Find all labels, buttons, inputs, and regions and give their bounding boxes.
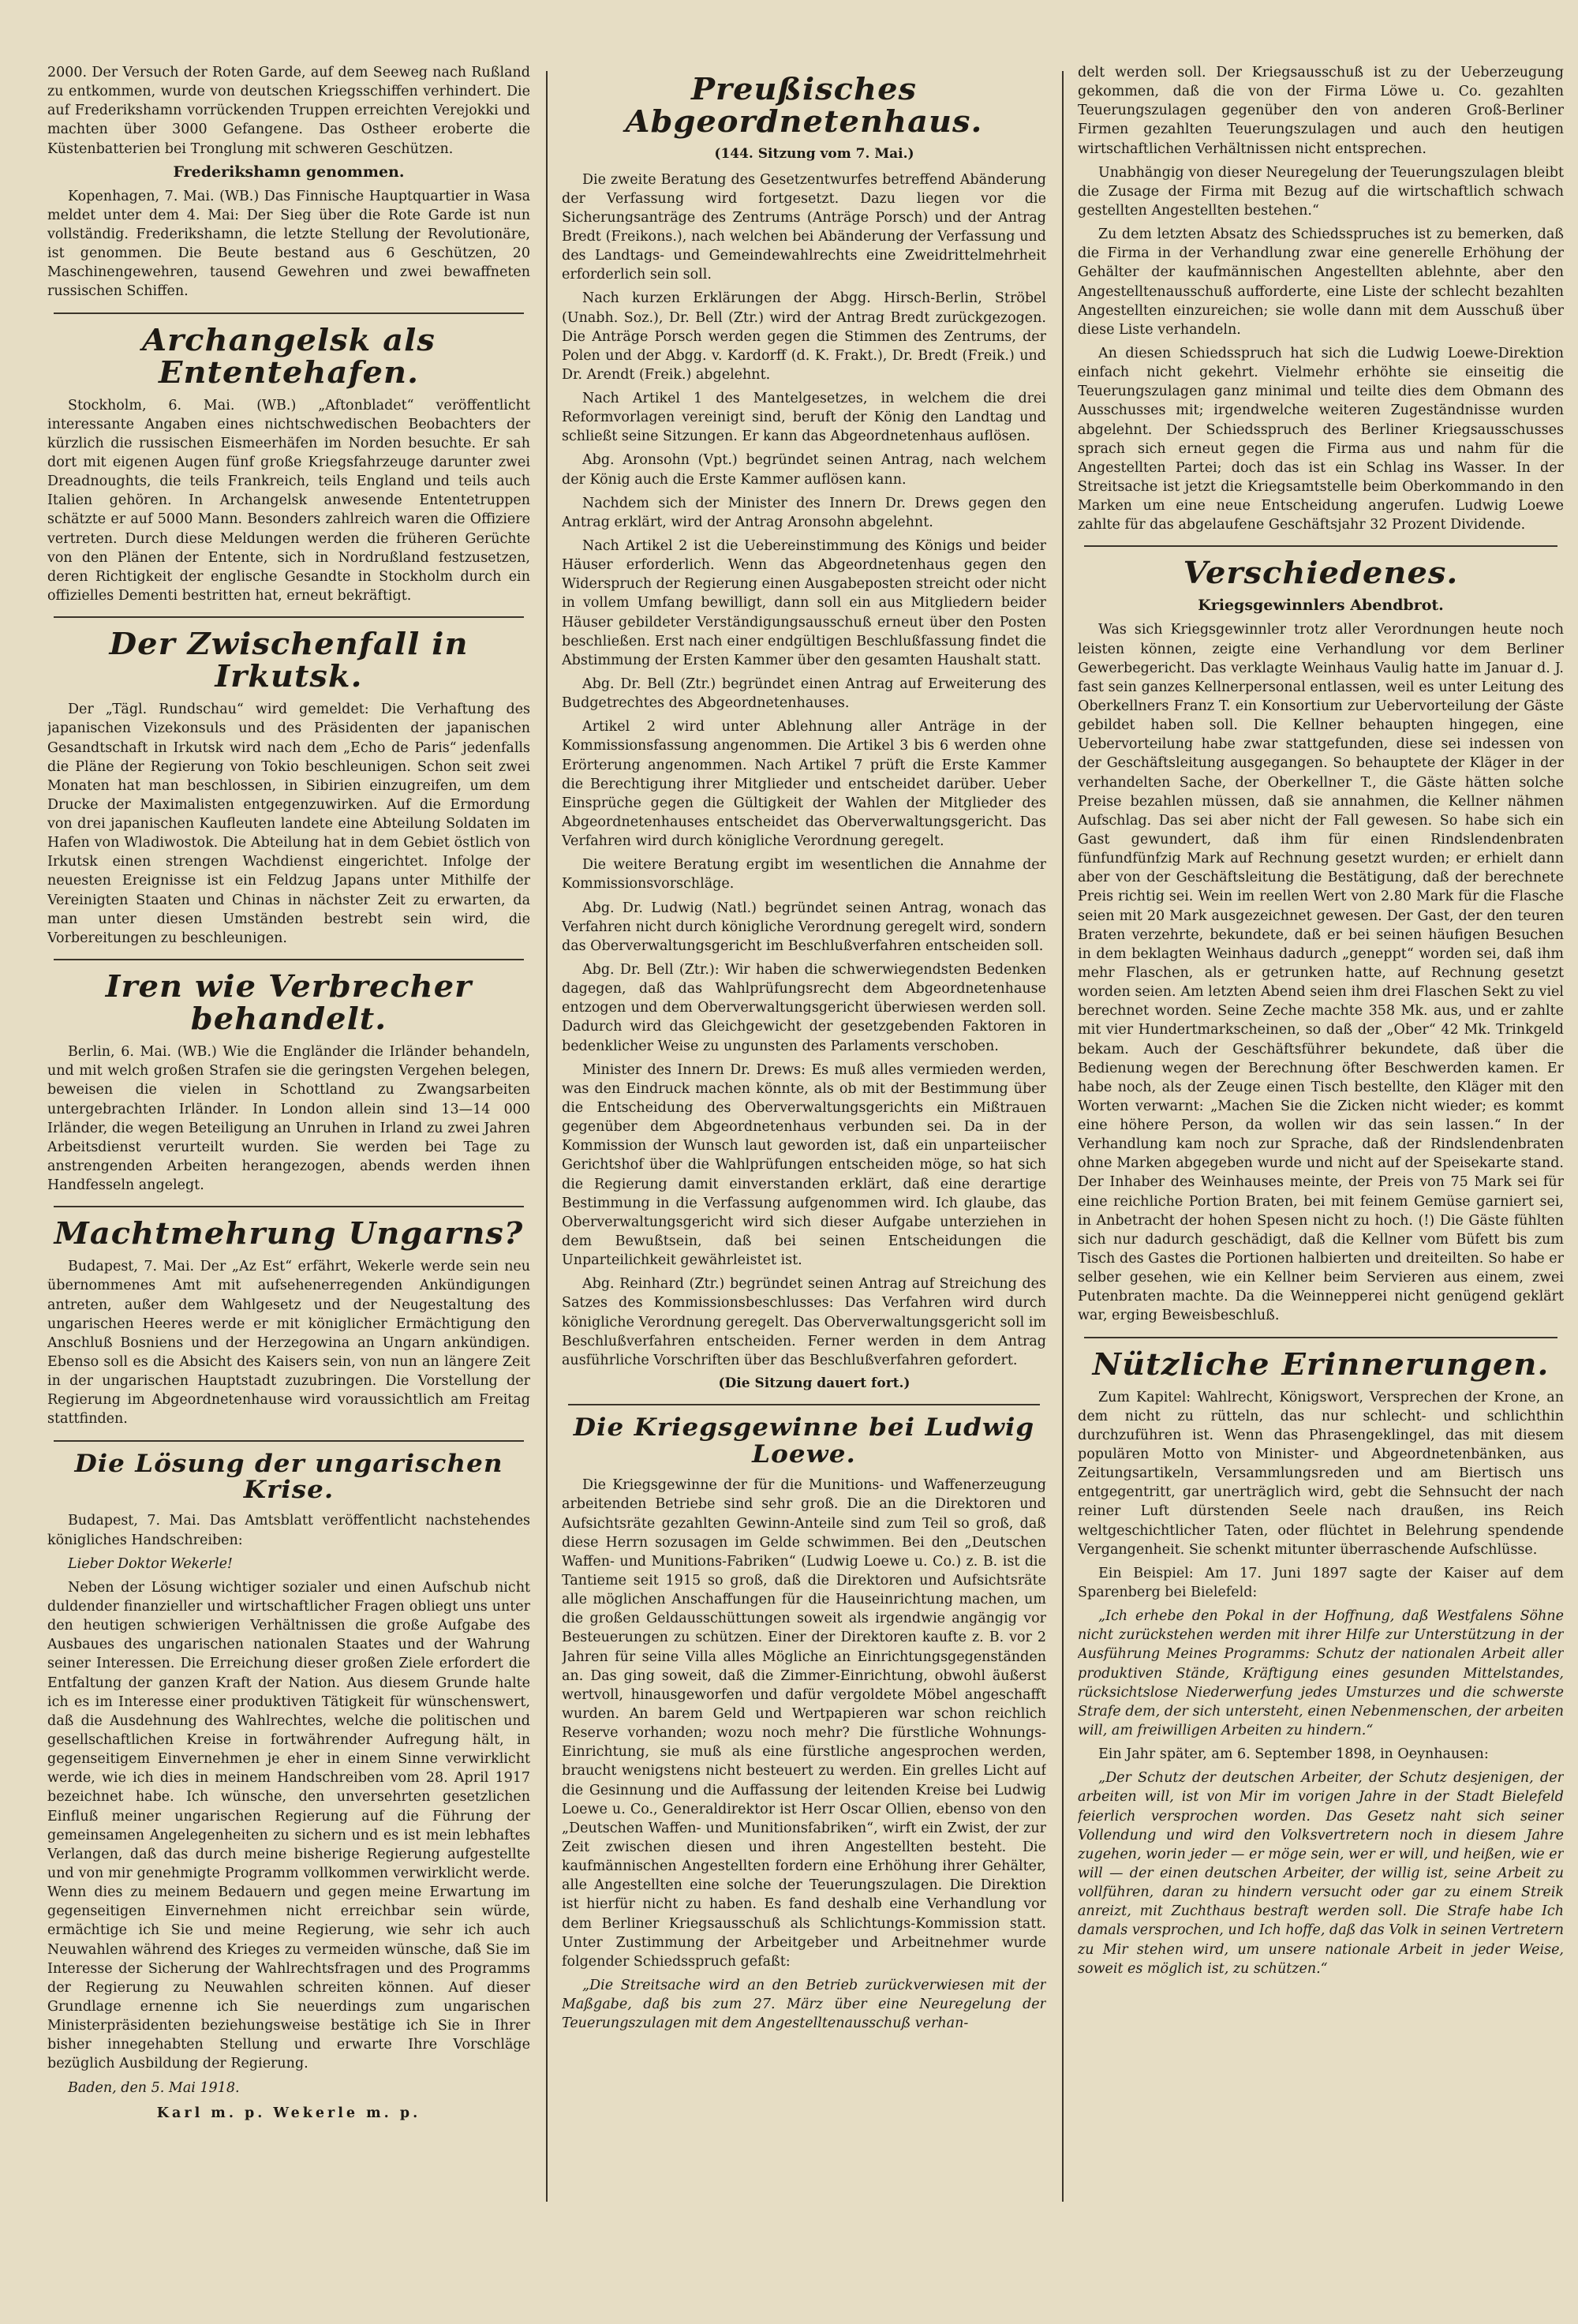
column-3 [1078,63,1564,2210]
article-paragraph: Die zweite Beratung des Gesetzentwurfes betreffend Abänderung der Verfassung wird fortgesetzt. Dazu liegen vor die Sicherungsanträge des Zentrums (Anträge Porsch) und der Antrag Bredt (Freikons.), nach welchen bei Abänderung der Verfassung und des Landtags- und Gemeindewahlrechts eine Zweidrittelmehrheit erforderlich sein soll. [562,171,1046,283]
article-subheadline: Kriegsgewinnlers Abendbrot. [1198,597,1444,615]
session-note: (144. Sitzung vom 7. Mai.) [714,146,914,163]
article-paragraph: Ein Jahr später, am 6. September 1898, in Oeynhausen: [1098,1746,1489,1763]
article-subheadline: Frederikshamn genommen. [173,163,405,181]
article-paragraph: Berlin, 6. Mai. (WB.) Wie die Engländer die Irländer behandeln, und mit welch großen Strafen sie die geringsten Vergehen belegen, beweisen die vielen in Schottland zu Zwangsarbeiten untergebrachten Irländer. In London allein sind 13—14 000 Irländer, die wegen Beteiligung an Unruhen in Irland zu zwei Jahren Arbeitsdienst verurteilt wurden. Sie werden bei Tage zu anstrengenden Arbeiten herangezogen, abends werden ihnen Handfesseln angelegt. [47,1044,530,1194]
article-separator [1084,1337,1557,1338]
article-paragraph: Abg. Dr. Ludwig (Natl.) begründet seinen Antrag, wonach das Verfahren nicht durch königliche Verordnung geregelt wird, sondern das Oberverwaltungsgericht im Beschlußverfahren entscheiden soll. [562,900,1046,954]
article-paragraph: Nachdem sich der Minister des Innern Dr. Drews gegen den Antrag erklärt, wird der Antrag Aronsohn abgelehnt. [562,495,1046,530]
article-paragraph: Die Kriegsgewinne der für die Munitions- und Waffenerzeugung arbeitenden Betriebe sind sehr groß. Die an die Direktoren und Aufsichtsräte gezahlten Gewinn-Anteile sind zum Teil so groß, daß diese Herrn sozusagen im Gelde schwimmen. Bei den „Deutschen Waffen- und Munitions-Fabriken“ (Ludwig Loewe u. Co.) z. B. ist die Tantieme seit 1915 so groß, daß die Direktoren und Aufsichtsräte alle möglichen Anschaffungen für die Hauseinrichtung machen, um die großen Geldausschüttungen soweit als irgendwie angängig vor Besteuerungen zu schützen. Einer der Direktoren kaufte z. B. vor 2 Jahren für seine Villa alles Mögliche an Einrichtungsgegenständen an. Das ging soweit, daß die Zimmer-Einrichtung, obwohl äußerst wertvoll, hinausgeworfen und dafür vergoldete Möbel angeschafft wurden. An barem Geld und Wertpapieren war schon reichlich Reserve vorhanden; wozu noch mehr? Die fürstliche Wohnungs-Einrichtung, sie muß als eine fürstliche angesprochen werden, braucht wenigstens nicht besteuert zu werden. Ein grelles Licht auf die Gesinnung und die Auffassung der leitenden Kreise bei Ludwig Loewe u. Co., Generaldirektor ist Herr Oscar Ollien, ebenso von den „Deutschen Waffen- und Munitionsfabriken“, wirft ein Zwist, der zur Zeit zwischen diesen und ihren Angestellten besteht. Die kaufmännischen Angestellten fordern eine Erhöhung ihrer Gehälter, alle Angestellten eine solche der Teuerungszulagen. Die Direktion ist hierfür nicht zu haben. Es fand deshalb eine Verhandlung vor dem Berliner Kriegsausschuß als Schlichtungs-Kommission statt. Unter Zustimmung der Arbeitgeber und Arbeitnehmer wurde folgender Schiedsspruch gefaßt: [562,1477,1046,1970]
article-separator [54,1440,524,1442]
article-headline: Verschiedenes. [1183,555,1459,591]
article-paragraph: Abg. Dr. Bell (Ztr.) begründet einen Antrag auf Erweiterung des Budgetrechtes des Abgeordnetenhauses. [562,676,1046,712]
article-headline: Iren wie Verbrecher behandelt. [105,968,473,1037]
column-1 [47,63,530,2210]
article-paragraph: delt werden soll. Der Kriegsausschuß ist zu der Ueberzeugung gekommen, daß die von der Firma Löwe u. Co. gezahlten Teuerungszulagen gegenüber den von anderen Groß-Berliner Firmen gezahlten Teuerungszulagen und auch den heutigen wirtschaftlichen Verhältnissen nicht entsprechen. [1078,65,1564,157]
article-paragraph: Was sich Kriegsgewinnler trotz aller Verordnungen heute noch leisten können, zeigte eine Verhandlung vor dem Berliner Gewerbegericht. Das verklagte Weinhaus Vaulig hatte im Januar d. J. fast sein ganzes Kellnerpersonal entlassen, weil es unter Leitung des Oberkellners Franz T. ein Konsortium zur Uebervorteilung der Gäste gebildet haben soll. Die Kellner behaupten hingegen, eine Uebervorteilung habe zwar stattgefunden, diese sei indessen von der Geschäftsleitung ausgegangen. So behauptete der Kläger in der verhandelten Sache, der Oberkellner T., die Gäste hätten solche Preise bezahlen müssen, daß sie annahmen, die Kellner nähmen Aufschlag. Das sei aber nicht der Fall gewesen. So habe sich ein Gast gewundert, daß ihm für einen Rindslendenbraten fünfundfünfzig Mark auf Rechnung gesetzt wurden; er erhielt dann aber von der Geschäftsleitung die Bestätigung, daß der berechnete Preis richtig sei. Wein im reellen Wert von 2.80 Mark für die Flasche seien mit 20 Mark ausgezeichnet gewesen. Der Gast, der den teuren Braten verzehrte, bekundete, daß er bei seinen häufigen Besuchen in dem beklagten Weinhaus dadurch „geneppt“ worden sei, daß ihm mehr Flaschen, als er getrunken hatte, auf Rechnung gesetzt worden seien. Am letzten Abend seien ihm drei Flaschen Sekt zu viel berechnet worden. Seine Zeche machte 358 Mk. aus, und er zahlte mit vier Hundertmarkscheinen, so daß der „Ober“ 42 Mk. Trinkgeld bekam. Auch der Geschäftsführer bekundete, daß über die Bedienung wegen der Berechnung öfter Beschwerden kamen. Er habe noch, als der Zeuge einen Tisch bestellte, den Kläger mit den Worten verwarnt: „Machen Sie die Zicken nicht wieder; es kommt eine höhere Person, da wollen wir das sein lassen.“ In der Verhandlung kam noch zur Sprache, daß der Rindslendenbraten ohne Marken abgegeben wurde und nicht auf der Speisekarte stand. Der Inhaber des Weinhauses meinte, der Preis von 75 Mark sei für eine reichliche Portion Braten, bei mit feinem Gemüse garniert sei, in Anbetracht der hohen Spesen nicht zu hoch. (!) Die Gäste fühlten sich nur dadurch geschädigt, daß die Kellner vom Büfett bis zum Tisch des Gastes die Portionen halbierten und dreiteilten. So habe er selber gesehen, wie ein Kellner beim Servieren aus einem, zwei Putenbraten machte. Da die Weinnepperei nicht genügend geklärt war, erging Beweisbeschluß. [1078,622,1564,1324]
article-paragraph: „Der Schutz der deutschen Arbeiter, der Schutz desjenigen, der arbeiten will, ist von Mir im vorigen Jahre in der Stadt Bielefeld feierlich versprochen worden. Das Gesetz naht sich seiner Vollendung und wird den Volksvertretern noch in diesem Jahre zugehen, worin jeder — er möge sein, wer er will, und heißen, wie er will — der einen deutschen Arbeiter, der willig ist, seine Arbeit zu vollführen, daran zu hindern versucht oder gar zu einem Streik anreizt, mit Zuchthaus bestraft werden soll. Die Strafe habe Ich damals versprochen, und Ich hoffe, daß das Volk in seinen Vertretern zu Mir stehen wird, um unsere nationale Arbeit in jeder Weise, soweit es möglich ist, zu schützen.“ [1078,1770,1564,1977]
article-paragraph: Baden, den 5. Mai 1918. [68,2079,240,2096]
article-paragraph: Budapest, 7. Mai. Das Amtsblatt veröffentlicht nachstehendes königliches Handschreiben: [47,1513,530,1548]
article-separator [1084,545,1557,547]
article-paragraph: Zu dem letzten Absatz des Schiedsspruches ist zu bemerken, daß die Firma in der Verhandlung zwar eine generelle Erhöhung der Gehälter der kaufmännischen Angestellten ablehnte, aber den Angestelltenausschuß aufforderte, eine Liste der schlecht bezahlten Angestellten einzureichen; sie wolle dann mit dem Ausschuß über diese Liste verhandeln. [1078,226,1564,338]
article-paragraph: Budapest, 7. Mai. Der „Az Est“ erfährt, Wekerle werde sein neu übernommenes Amt mit aufsehenerregenden Ankündigungen antreten, außer dem Wahlgesetz und der Neugestaltung des ungarischen Heeres werde er mit königlicher Ermächtigung den Anschluß Bosniens und der Herzegowina an Ungarn ankündigen. Ebenso soll es die Absicht des Kaisers sein, von nun an längere Zeit in der ungarischen Hauptstadt zuzubringen. Die Vorstellung der Regierung im Abgeordnetenhause wird voraussichtlich am Freitag stattfinden. [47,1259,530,1428]
article-paragraph: Unabhängig von dieser Neuregelung der Teuerungszulagen bleibt die Zusage der Firma mit Bezug auf die wirtschaftlich schwach gestellten Angestellten bestehen.“ [1078,164,1564,219]
article-separator [54,959,524,960]
article-paragraph: Minister des Innern Dr. Drews: Es muß alles vermieden werden, was den Eindruck machen könnte, als ob mit der Bestimmung über die Entscheidung des Oberverwaltungsgerichts ein Mißtrauen gegenüber dem Abgeordnetenhaus verbunden sei. Da in der Kommission der Wunsch laut geworden ist, daß ein unparteiischer Gerichtshof über die Wahlprüfungen entscheiden möge, so hat sich die Regierung damit einverstanden erklärt, daß eine derartige Bestimmung in die Verfassung aufgenommen wird. Ich glaube, das Oberverwaltungsgericht wird sich dieser Aufgabe unterziehen in dem Bewußtsein, daß bei seinen Entscheidungen die Unparteilichkeit gewährleistet ist. [562,1061,1046,1269]
article-paragraph: Der „Tägl. Rundschau“ wird gemeldet: Die Verhaftung des japanischen Vizekonsuls und des Präsidenten der japanischen Gesandtschaft in Irkutsk wird nach dem „Echo de Paris“ jedenfalls die Pläne der Regierung von Tokio beschleunigen. Schon seit zwei Monaten hat man beschlossen, in Sibirien einzugreifen, um dem Drucke der Maximalisten entgegenzuwirken. Auf die Ermordung von drei japanischen Kaufleuten landete eine Abteilung Soldaten im Hafen von Wladiwostok. Die Abteilung hat in dem Gebiet östlich von Irkutsk einen strengen Wachdienst eingerichtet. Infolge der neuesten Ereignisse ist ein Feldzug Japans unter Mithilfe der Vereinigten Staaten und Chinas in nächster Zeit zu erwarten, da man unter diesen Umständen bestrebt sein wird, die Vorbereitungen zu beschleunigen. [47,702,530,946]
article-headline: Preußisches Abgeordnetenhaus. [625,71,983,140]
column-2 [562,63,1046,2210]
article-paragraph: Kopenhagen, 7. Mai. (WB.) Das Finnische Hauptquartier in Wasa meldet unter dem 4. Mai: Der Sieg über die Rote Garde ist nun vollständig. Frederikshamn, die letzte Stellung der Revolutionäre, ist genommen. Die Beute bestand aus 6 Geschützen, 20 Maschinengewehren, tausend Gewehren und zwei bewaffneten russischen Schiffen. [47,188,530,300]
article-headline: Die Kriegsgewinne bei Ludwig Loewe. [573,1413,1035,1469]
article-separator [54,616,524,618]
article-paragraph: Nach Artikel 2 ist die Uebereinstimmung des Königs und beider Häuser erforderlich. Wenn das Abgeordnetenhaus gegen den Widerspruch der Regierung einen Ausgabeposten streicht oder nicht in vollem Umfang bewilligt, dann soll ein aus Mitgliedern beider Häuser gebildeter Verständigungsausschuß erneut über den Posten beschließen. Erst nach einer endgültigen Beschlußfassung findet die Abstimmung der Ersten Kammer über den gesamten Haushalt statt. [562,538,1046,668]
article-paragraph: Abg. Aronsohn (Vpt.) begründet seinen Antrag, nach welchem der König auch die Erste Kammer auflösen kann. [562,452,1046,488]
article-paragraph: Nach Artikel 1 des Mantelgesetzes, in welchem die drei Reformvorlagen vereinigt sind, beruft der König den Landtag und schließt seine Sitzungen. Er kann das Abgeordnetenhaus auflösen. [562,391,1046,445]
article-paragraph: 2000. Der Versuch der Roten Garde, auf dem Seeweg nach Rußland zu entkommen, wurde von deutschen Kriegsschiffen verhindert. Die auf Frederikshamn vorrückenden Truppen erreichten Verejokki und machten über 3000 Gefangene. Das Ostheer eroberte die Küstenbatterien bei Tronglung mit schweren Geschützen. [47,65,530,157]
article-paragraph: Zum Kapitel: Wahlrecht, Königswort, Versprechen der Krone, an dem nicht zu rütteln, das nur schlecht- und schlichthin durchzuführen ist. Wenn das Phrasengeklingel, das mit diesem populären Motto von Minister- und Abgeordnetenbänken, aus Zeitungsartikeln, Versammlungsreden und am Biertisch uns entgegentritt, gar unerträglich wird, gebt die Sehnsucht der nach reiner Luft dürstenden Seele nach draußen, ins Reich weltgeschichtlicher Taten, oder flüchtet in Belehrung spendende Vergangenheit. Sie schenkt mitunter überraschende Aufschlüsse. [1078,1389,1564,1558]
article-paragraph: Abg. Dr. Bell (Ztr.): Wir haben die schwerwiegendsten Bedenken dagegen, daß das Wahlprüfungsrecht dem Abgeordnetenhause entzogen und dem Oberverwaltungsgericht überwiesen werden soll. Dadurch wird das Gleichgewicht der gesetzgebenden Faktoren in bedenklicher Weise zu ungunsten des Parlaments verschoben. [562,962,1046,1054]
article-headline: Der Zwischenfall in Irkutsk. [109,626,469,694]
article-paragraph: Neben der Lösung wichtiger sozialer und einen Aufschub nicht duldender finanzieller und wirtschaftlicher Fragen obliegt uns unter den heutigen schwierigen Verhältnissen die große Aufgabe des Ausbaues des ungarischen nationalen Staates und der Wahrung seiner Interessen. Die Erreichung dieser großen Ziele erfordert die Entfaltung der ganzen Kraft der Nation. Aus diesem Grunde halte ich es im Interesse einer produktiven Tätigkeit für wünschenswert, daß die Ausdehnung des Wahlrechtes, welche die politischen und gesellschaftlichen Kreise in fortwährender Aufregung hält, in gegenseitigem Einvernehmen je eher in einem Sinne verwirklicht werde, wie ich dies in meinem Handschreiben vom 28. April 1917 bezeichnet habe. Ich wünsche, den unversehrten gesetzlichen Einfluß meiner ungarischen Regierung auf die Führung der gemeinsamen Angelegenheiten zu sichern und es ist mein lebhaftes Verlangen, daß das durch meine bisherige Regierung aufgestellte und von mir genehmigte Programm vollkommen verwirklicht werde. Wenn dies zu meinem Bedauern und gegen meine Erwartung im gegenseitigen Einvernehmen nicht erreichbar sein würde, ermächtige ich Sie und meine Regierung, wie sehr ich auch Neuwahlen während des Krieges zu vermeiden wünsche, daß Sie im Interesse der Sicherung der Wahlrechtsfragen und des Programms der Regierung zu Neuwahlen schreiten können. Auf dieser Grundlage ernenne ich Sie neuerdings zum ungarischen Ministerpräsidenten beziehungsweise bestätige ich Sie in Ihrer bisher innegehabten Stellung und erwarte Ihre Vorschläge bezüglich Ausbildung der Regierung. [47,1579,530,2072]
article-paragraph: Die weitere Beratung ergibt im wesentlichen die Annahme der Kommissionsvorschläge. [562,857,1046,893]
article-headline: Archangelsk als Ententehafen. [142,321,436,390]
article-separator [54,312,524,314]
article-paragraph: „Ich erhebe den Pokal in der Hoffnung, daß Westfalens Söhne nicht zurückstehen werden mit ihrer Hilfe zur Unterstützung in der Ausführung Meines Programms: Schutz der nationalen Arbeit aller produktiven Stände, Kräftigung eines gesunden Mittelstandes, rücksichtslose Niederwerfung jedes Umsturzes und die schwerste Strafe dem, der sich untersteht, einen Nebenmenschen, der arbeiten will, am freiwilligen Arbeiten zu hindern.“ [1078,1608,1564,1739]
article-paragraph: Lieber Doktor Wekerle! [68,1555,233,1572]
article-headline: Nützliche Erinnerungen. [1092,1345,1550,1382]
article-paragraph: Ein Beispiel: Am 17. Juni 1897 sagte der Kaiser auf dem Sparenberg bei Bielefeld: [1078,1565,1564,1601]
article-headline: Machtmehrung Ungarns? [54,1215,524,1252]
article-paragraph: Nach kurzen Erklärungen der Abgg. Hirsch-Berlin, Ströbel (Unabh. Soz.), Dr. Bell (Ztr.) wird der Antrag Bredt zurückgezogen. Die Anträge Porsch werden gegen die Stimmen des Zentrums, der Polen und der Abgg. v. Kardorff (d. K. Frakt.), Dr. Bredt (Freik.) und Dr. Arendt (Freik.) abgelehnt. [562,290,1046,383]
signature-line: Karl m. p. Wekerle m. p. [156,2105,421,2121]
article-paragraph: Abg. Reinhard (Ztr.) begründet seinen Antrag auf Streichung des Satzes des Kommissionsbeschlusses: Das Verfahren wird durch königliche Verordnung geregelt. Das Oberverwaltungsgericht soll im Beschlußverfahren entscheiden. Ferner werden in dem Antrag ausführliche Vorschriften über das Beschlußverfahren gefordert. [562,1276,1046,1368]
column-rule [546,71,548,2202]
column-rule [1062,71,1064,2202]
article-paragraph: Artikel 2 wird unter Ablehnung aller Anträge in der Kommissionsfassung angenommen. Die Artikel 3 bis 6 werden ohne Erörterung angenommen. Nach Artikel 7 prüft die Erste Kammer die Berechtigung ihrer Mitglieder und entscheidet darüber. Ueber Einsprüche gegen die Gültigkeit der Wahlen der Mitglieder des Abgeordnetenhauses entscheidet das Oberverwaltungsgericht. Das Verfahren wird durch königliche Verordnung geregelt. [562,719,1046,850]
article-headline: Die Lösung der ungarischen Krise. [74,1449,503,1504]
session-note: (Die Sitzung dauert fort.) [718,1375,911,1391]
article-separator [568,1404,1040,1405]
article-paragraph: Stockholm, 6. Mai. (WB.) „Aftonbladet“ veröffentlicht interessante Angaben eines nichtschwedischen Beobachters der kürzlich die russischen Eismeerhäfen im Norden besuchte. Er sah dort mit eigenen Augen fünf große Kriegsfahrzeuge darunter zwei Dreadnoughts, die teils Frankreich, teils England und teils auch Italien gehören. In Archangelsk anwesende Ententetruppen schätzte er auf 5000 Mann. Besonders zahlreich waren die Offiziere vertreten. Durch diese Meldungen werden die früheren Gerüchte von den Plänen der Entente, sich in Nordrußland festzusetzen, deren Richtigkeit der englische Gesandte in Stockholm durch ein offizielles Dementi bestritten hat, erneut bekräftigt. [47,397,530,604]
article-paragraph: An diesen Schiedsspruch hat sich die Ludwig Loewe-Direktion einfach nicht gekehrt. Vielmehr erhöhte sie einseitig die Teuerungszulagen ganz minimal und teilte dies dem Obmann des Ausschusses mit; irgendwelche weiteren Zugeständnisse wurden abgelehnt. Der Schiedsspruch des Berliner Kriegsausschusses sprach sich erneut gegen die Firma aus und nahm für die Angestellten Partei; doch das ist ein Schlag ins Wasser. In der Streitsache ist jetzt die Kriegsamtstelle beim Oberkommando in den Marken um eine neue Entscheidung angerufen. Ludwig Loewe zahlte für das abgelaufene Geschäftsjahr 32 Prozent Dividende. [1078,345,1564,533]
article-separator [54,1206,524,1207]
article-paragraph: „Die Streitsache wird an den Betrieb zurückverwiesen mit der Maßgabe, daß bis zum 27. März über eine Neuregelung der Teuerungszulagen mit dem Angestelltenausschuß verhan- [562,1978,1046,2032]
